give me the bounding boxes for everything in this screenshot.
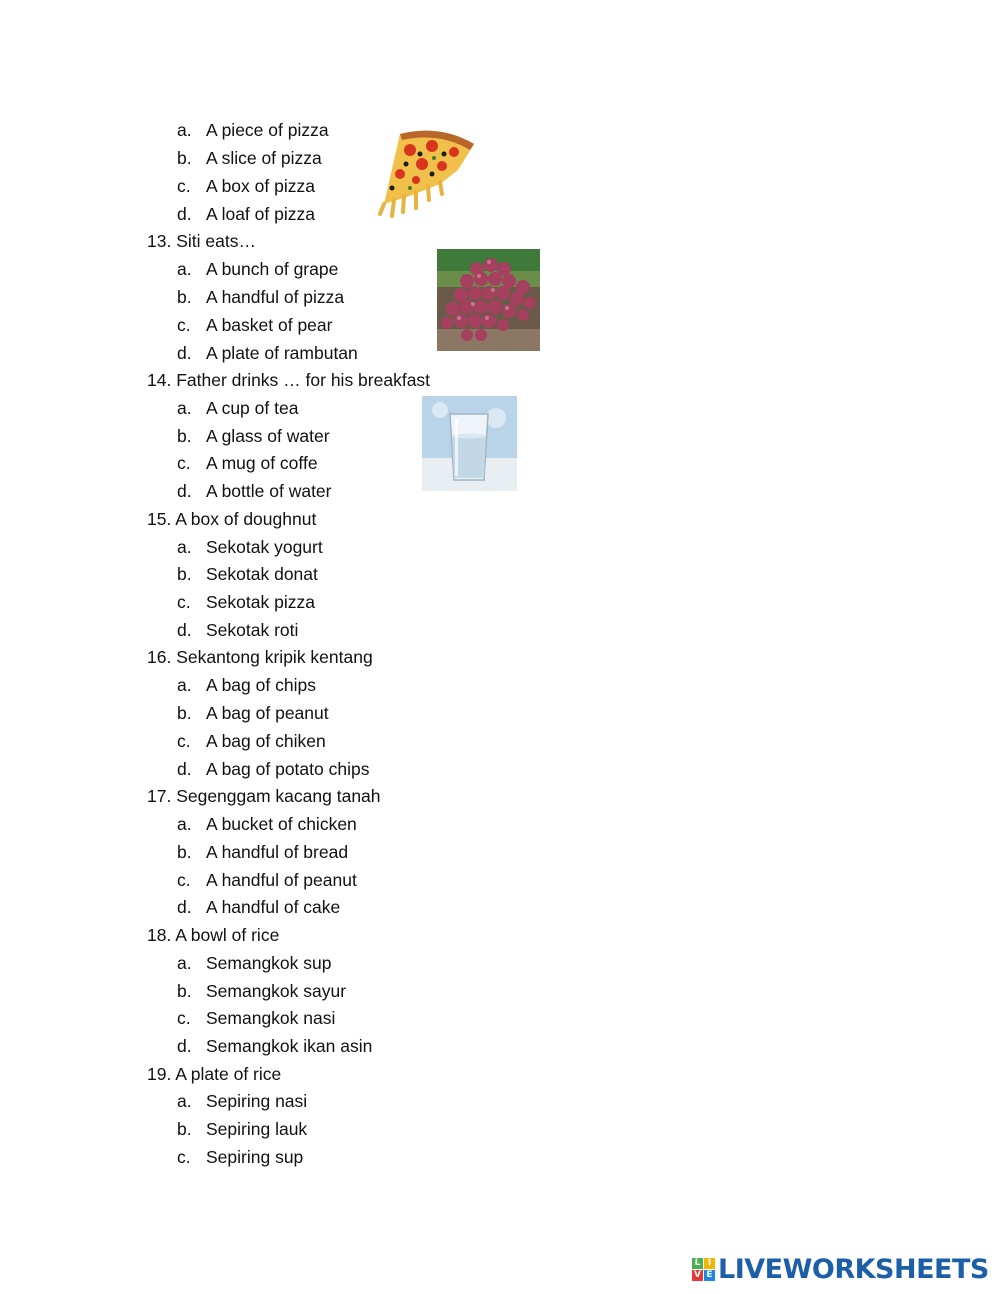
option-text: Sekotak pizza xyxy=(206,592,315,612)
option-letter: a. xyxy=(177,120,192,140)
liveworksheets-wordmark: LIVEWORKSHEETS xyxy=(718,1253,989,1285)
option-text: A loaf of pizza xyxy=(206,204,315,224)
option-letter: c. xyxy=(177,1147,191,1167)
option-letter: b. xyxy=(177,148,192,168)
option-letter: b. xyxy=(177,703,192,723)
option-text: Semangkok nasi xyxy=(206,1008,336,1028)
option-text: A handful of pizza xyxy=(206,287,345,307)
option-text: A bucket of chicken xyxy=(206,814,357,834)
option-letter: b. xyxy=(177,842,192,862)
question-15: 15. A box of doughnut xyxy=(147,509,317,529)
option-letter: b. xyxy=(177,564,192,584)
option-text: A bag of potato chips xyxy=(206,759,370,779)
option-letter: d. xyxy=(177,204,192,224)
option-text: A handful of cake xyxy=(206,897,341,917)
option-text: A handful of peanut xyxy=(206,870,357,890)
logo-letter: V xyxy=(692,1270,703,1281)
option-letter: c. xyxy=(177,176,191,196)
option-letter: a. xyxy=(177,398,192,418)
option-letter: c. xyxy=(177,1008,191,1028)
question-19: 19. A plate of rice xyxy=(147,1064,282,1084)
option-letter: b. xyxy=(177,1119,192,1139)
option-text: A bag of chips xyxy=(206,675,316,695)
option-letter: c. xyxy=(177,870,191,890)
option-text: Sekotak roti xyxy=(206,620,299,640)
liveworksheets-mark-icon xyxy=(692,1258,715,1281)
option-text: Sekotak donat xyxy=(206,564,318,584)
option-text: Sepiring nasi xyxy=(206,1091,308,1111)
option-text: A cup of tea xyxy=(206,398,299,418)
question-16: 16. Sekantong kripik kentang xyxy=(147,647,373,667)
option-letter: d. xyxy=(177,343,192,363)
question-18: 18. A bowl of rice xyxy=(147,925,280,945)
option-text: Sepiring lauk xyxy=(206,1119,308,1139)
option-text: Semangkok ikan asin xyxy=(206,1036,373,1056)
option-text: Semangkok sayur xyxy=(206,981,347,1001)
option-text: A bottle of water xyxy=(206,481,332,501)
pizza-slice-image xyxy=(370,126,478,218)
option-letter: a. xyxy=(177,259,192,279)
option-text: A bag of chiken xyxy=(206,731,326,751)
question-14: 14. Father drinks … for his breakfast xyxy=(147,370,431,390)
option-letter: d. xyxy=(177,481,192,501)
logo-letter: E xyxy=(704,1270,715,1281)
option-text: A mug of coffe xyxy=(206,453,318,473)
option-text: A plate of rambutan xyxy=(206,343,358,363)
option-letter: d. xyxy=(177,759,192,779)
option-letter: d. xyxy=(177,1036,192,1056)
option-text: A piece of pizza xyxy=(206,120,329,140)
option-text: Semangkok sup xyxy=(206,953,332,973)
option-letter: b. xyxy=(177,287,192,307)
option-letter: a. xyxy=(177,675,192,695)
liveworksheets-logo[interactable] xyxy=(692,1253,989,1285)
option-letter: d. xyxy=(177,897,192,917)
option-letter: a. xyxy=(177,814,192,834)
option-letter: c. xyxy=(177,592,191,612)
option-text: A bag of peanut xyxy=(206,703,329,723)
logo-letter: L xyxy=(692,1258,703,1269)
option-text: A glass of water xyxy=(206,426,330,446)
option-text: Sepiring sup xyxy=(206,1147,304,1167)
option-text: A box of pizza xyxy=(206,176,315,196)
option-letter: a. xyxy=(177,1091,192,1111)
option-letter: a. xyxy=(177,953,192,973)
option-letter: b. xyxy=(177,426,192,446)
option-letter: a. xyxy=(177,537,192,557)
option-letter: c. xyxy=(177,315,191,335)
grapes-image xyxy=(437,249,540,351)
option-letter: c. xyxy=(177,453,191,473)
glass-of-water-image xyxy=(422,396,517,491)
option-text: A bunch of grape xyxy=(206,259,339,279)
option-text: A basket of pear xyxy=(206,315,333,335)
question-13: 13. Siti eats… xyxy=(147,231,256,251)
option-text: A handful of bread xyxy=(206,842,349,862)
option-text: Sekotak yogurt xyxy=(206,537,323,557)
logo-letter: I xyxy=(704,1258,715,1269)
option-text: A slice of pizza xyxy=(206,148,322,168)
option-letter: b. xyxy=(177,981,192,1001)
option-letter: d. xyxy=(177,620,192,640)
option-letter: c. xyxy=(177,731,191,751)
question-17: 17. Segenggam kacang tanah xyxy=(147,786,381,806)
